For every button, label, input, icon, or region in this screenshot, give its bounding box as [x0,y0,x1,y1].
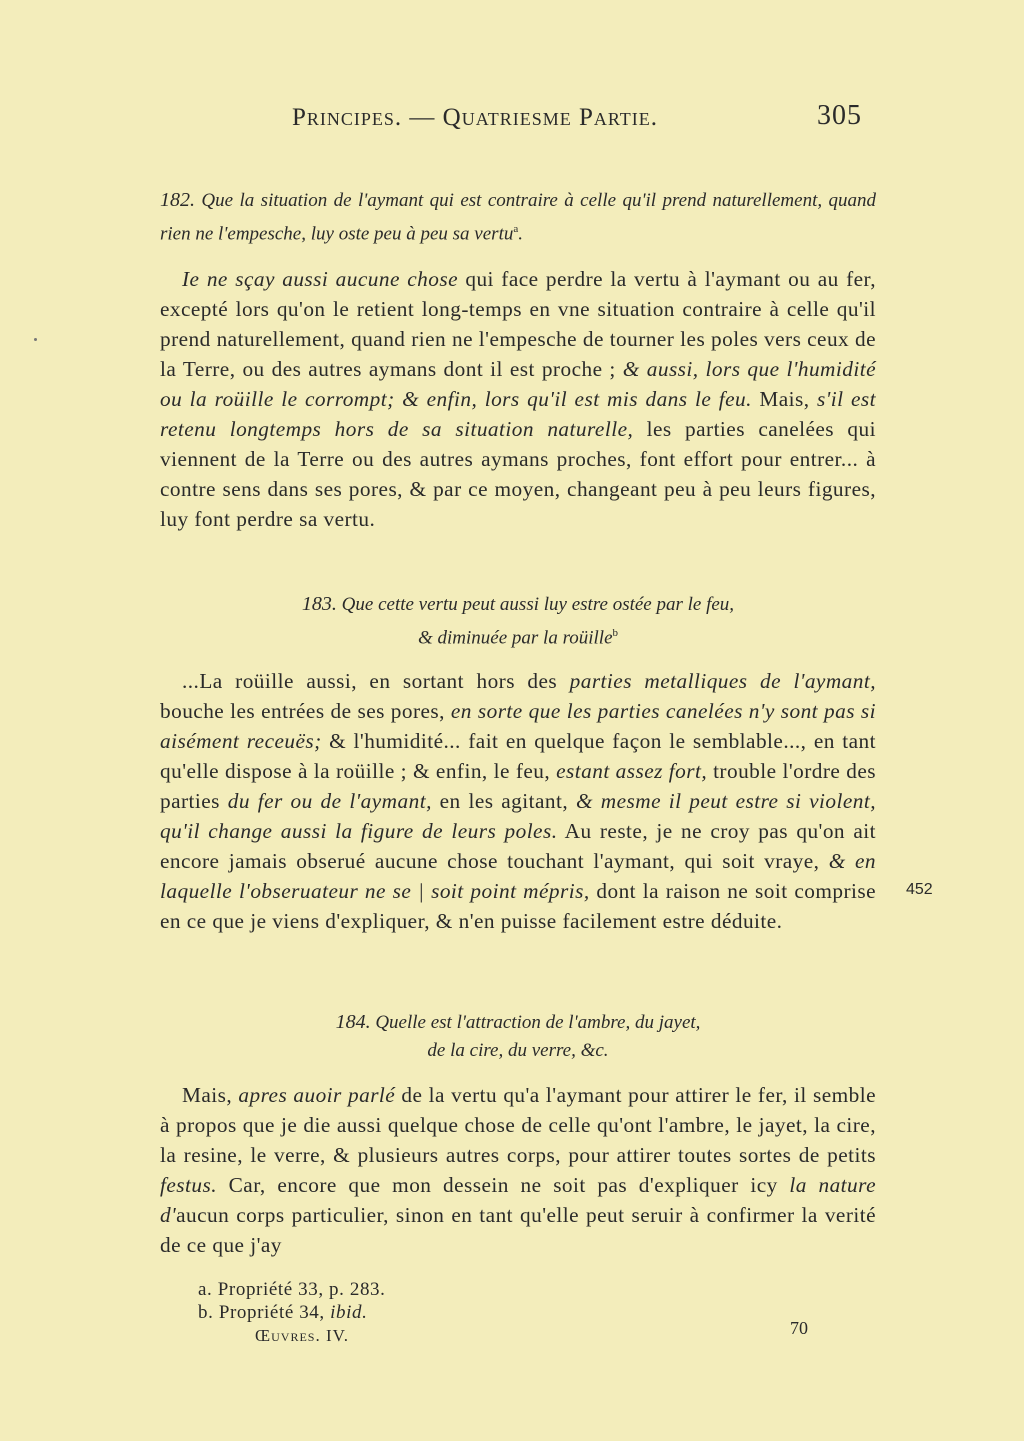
section-title: Que la situation de l'aymant qui est contraire à celle qu'il prend naturellement, quand rien ne l'empesche, luy oste peu à peu sa vertu [160,190,877,245]
italic-run: du fer ou de l'aymant, [227,789,432,813]
section-title: Quelle est l'attraction de l'ambre, du jayet, [375,1012,701,1033]
text-run: trouble l'ordre des parties [160,759,876,813]
text-run: ...La roüille aussi, en sortant hors des [182,669,570,693]
footnote-text: Propriété 33, p. 283. [217,1279,386,1300]
italic-run: estant assez fort, [556,759,708,783]
footnote-italic: ibid. [330,1302,368,1323]
footnote-ref: b [612,627,619,639]
page-number: 305 [817,100,862,131]
footnote-b [198,1301,386,1324]
footnote-ref: a [513,223,519,235]
margin-page-number: 452 [906,881,933,898]
section-heading-182: 182. Que la situation de l'aymant qui est contraire à celle qu'il prend naturellement, quand rien ne l'empesche, luy oste peu à peu sa vertu$^a$. [160,189,877,245]
section-number: 182. [160,189,195,211]
italic-run: Ie ne sçay aussi aucune chose [182,267,458,291]
italic-run: apres auoir parlé [238,1083,396,1107]
footnotes [198,1278,386,1324]
text-run: les parties canelées qui viennent de la Terre ou des autres aymans proches, font effort pour entrer... à contre sens dans ses pores, & par ce moyen, changeant peu à peu leurs figures, luy font perdre sa vertu. [160,417,876,531]
text-run: en les agitant, [431,789,576,813]
text-run: Mais, [751,387,818,411]
text-run: bouche les entrées de ses pores, [160,699,451,723]
paragraph-text [160,666,876,936]
text-run: Car, encore que mon dessein ne soit pas d'expliquer icy [217,1173,790,1197]
running-head-title: Principes. — Quatriesme Partie. [292,104,659,131]
text-run: qui face perdre la vertu à l'aymant ou au fer, excepté lors qu'on le retient long-temps en vne situation contraire à celle qu'il prend naturellement, quand rien ne l'empesche de tourner les poles vers ceux de la Terre, ou des autres aymans dont il est proche ; [160,267,876,381]
footnote-label: a. [198,1279,213,1300]
section-heading-184 [160,1008,876,1065]
paragraph-183 [160,666,876,936]
italic-run: & aussi, lors que l'humidité ou la roüille le corrompt; & enfin, lors qu'il est mis dans le feu. [160,357,876,411]
paragraph-text [160,264,876,534]
section-heading-183 [160,590,876,652]
italic-run: & en laquelle l'obseruateur ne se | soit point mépris, [160,849,876,903]
italic-run: en sorte que les parties canelées n'y sont pas si aisément receuës; [160,699,876,753]
text-run: Mais, [182,1083,239,1107]
footnote-text: Propriété 34, [218,1302,331,1323]
text-run: aucun corps particulier, sinon en tant qu'elle peut seruir à confirmer la verité de ce que j'ay [160,1203,876,1257]
running-head [292,100,872,144]
italic-run: festus. [160,1173,217,1197]
section-number: 184. [335,1011,371,1033]
footnote-label: b. [198,1302,214,1323]
italic-run: s'il est retenu longtemps hors de sa situation naturelle, [160,387,876,441]
italic-run: parties metalliques de l'aymant, [569,669,877,693]
text-run: dont la raison ne soit comprise en ce que je viens d'expliquer, & n'en puisse facilement estre déduite. [160,879,876,933]
section-title-line-2: & diminuée par la roüille [417,627,613,649]
paragraph-184 [160,1080,876,1260]
signature-mark: Œuvres. IV. [255,1326,349,1345]
text-run: de la vertu qu'a l'aymant pour attirer le fer, il semble à propos que je die aussi quelque chose de celle qu'ont l'ambre, le jayet, la cire, la resine, le verre, & plusieurs autres corps, pour attirer toutes sortes de petits [160,1083,876,1167]
paragraph-text [160,1080,876,1260]
footnote-a [198,1278,386,1301]
sheet-number: 70 [790,1318,808,1338]
italic-run: la nature d' [160,1173,876,1227]
section-title-line-2: de la cire, du verre, &c. [427,1040,609,1061]
section-number: 183. [301,593,337,615]
section-title: Que cette vertu peut aussi luy estre ostée par le feu, [341,594,735,615]
italic-run: & mesme il peut estre si violent, qu'il change aussi la figure de leurs poles. [160,789,877,843]
paragraph-182 [160,264,876,534]
margin-speck [34,338,37,341]
text-run: Au reste, je ne croy pas qu'on ait encore jamais obserué aucune chose touchant l'aymant, qui soit vraye, [160,819,876,873]
text-run: & l'humidité... fait en quelque façon le semblable..., en tant qu'elle dispose à la roüille ; & enfin, le feu, [160,729,876,783]
